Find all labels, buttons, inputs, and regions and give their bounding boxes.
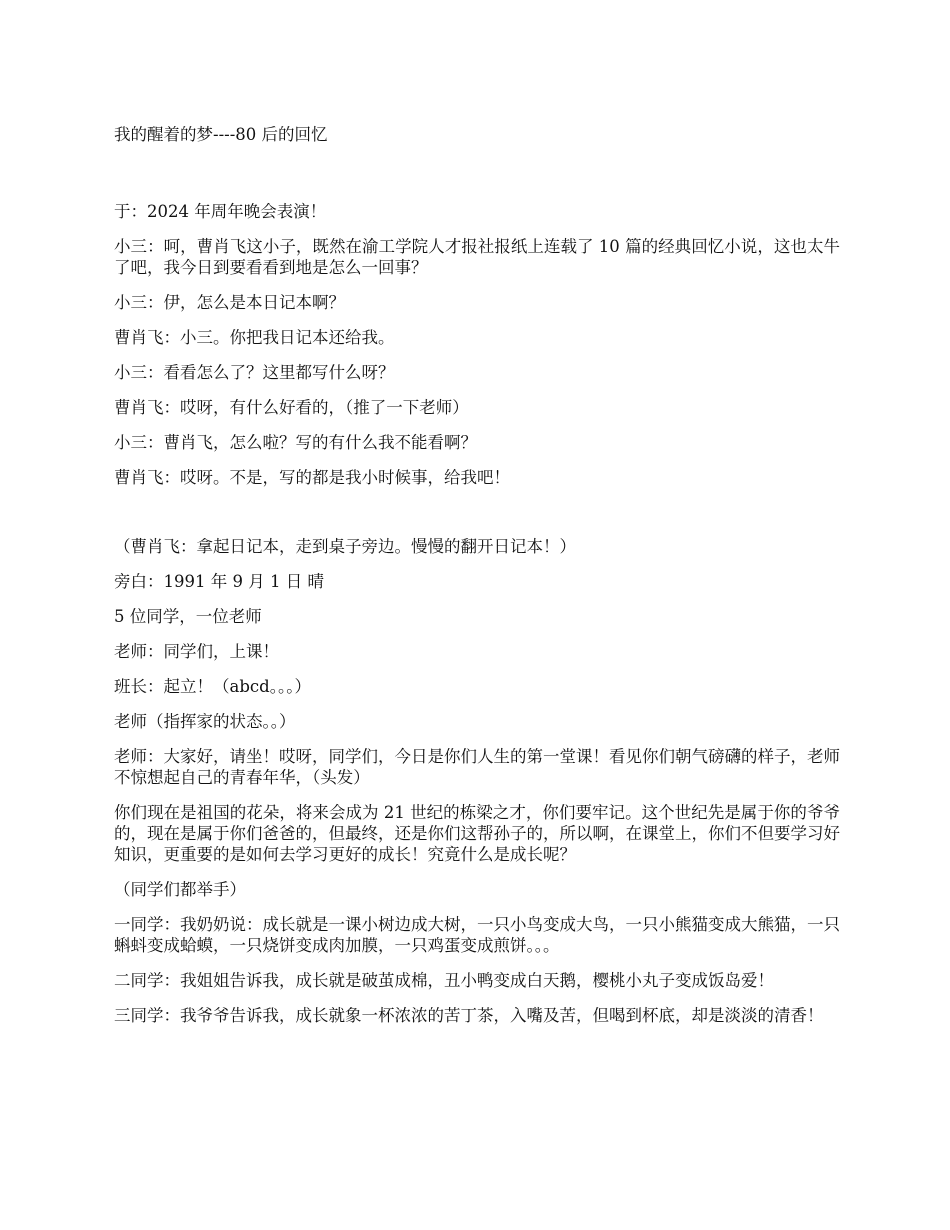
paragraph: 一同学：我奶奶说：成长就是一课小树边成大树，一只小鸟变成大鸟，一只小熊猫变成大熊猫，一只蝌蚪变成蛤蟆，一只烧饼变成肉加膜，一只鸡蛋变成煎饼。。。 xyxy=(114,915,840,955)
document-page xyxy=(114,124,840,1040)
paragraph: 小三：呵，曹肖飞这小子，既然在渝工学院人才报社报纸上连载了 10 篇的经典回忆小说，这也太牛了吧，我今日到要看看到地是怎么一回事？ xyxy=(114,237,840,277)
paragraph: 你们现在是祖国的花朵，将来会成为 21 世纪的栋梁之才，你们要牢记。这个世纪先是属于你的爷爷的，现在是属于你们爸爸的，但最终，还是你们这帮孙子的，所以啊，在课堂上，你们不但要学习好知识，更重要的是如何去学习更好的成长！究竟什么是成长呢？ xyxy=(114,803,840,864)
paragraph: 曹肖飞：小三。你把我日记本还给我。 xyxy=(114,328,395,347)
dialogue-section-2 xyxy=(114,536,840,1026)
paragraph: （曹肖飞：拿起日记本，走到桌子旁边。慢慢的翻开日记本！） xyxy=(114,537,576,556)
dialogue-section-1 xyxy=(114,201,840,488)
paragraph: 老师（指挥家的状态。。） xyxy=(114,712,296,731)
paragraph: 三同学：我爷爷告诉我，成长就象一杯浓浓的苦丁茶，入嘴及苦，但喝到杯底，却是淡淡的清香！ xyxy=(114,1006,824,1025)
paragraph: 小三：曹肖飞，怎么啦？写的有什么我不能看啊？ xyxy=(114,433,477,452)
document-title: 我的醒着的梦----80 后的回忆 xyxy=(114,125,328,144)
paragraph: 曹肖飞：哎呀。不是，写的都是我小时候事，给我吧！ xyxy=(114,468,510,487)
paragraph: 老师：大家好，请坐！哎呀，同学们，今日是你们人生的第一堂课！看见你们朝气磅礴的样子，老师不惊想起自己的青春年华，（头发） xyxy=(114,747,840,787)
paragraph: 小三：看看怎么了？这里都写什么呀？ xyxy=(114,363,395,382)
paragraph: 5 位同学，一位老师 xyxy=(114,607,262,626)
paragraph: 老师：同学们，上课！ xyxy=(114,642,279,661)
paragraph: 班长：起立！（abcd。。。） xyxy=(114,677,311,696)
section-spacer xyxy=(114,502,840,536)
paragraph: 二同学：我姐姐告诉我，成长就是破茧成棉，丑小鸭变成白天鹅，樱桃小丸子变成饭岛爱！ xyxy=(114,971,774,990)
paragraph: （同学们都举手） xyxy=(114,880,246,899)
paragraph: 曹肖飞：哎呀，有什么好看的，（推了一下老师） xyxy=(114,398,469,417)
paragraph: 旁白：1991 年 9 月 1 日 晴 xyxy=(114,572,324,591)
paragraph: 小三：伊，怎么是本日记本啊？ xyxy=(114,293,345,312)
paragraph: 于：2024 年周年晚会表演！ xyxy=(114,202,327,221)
